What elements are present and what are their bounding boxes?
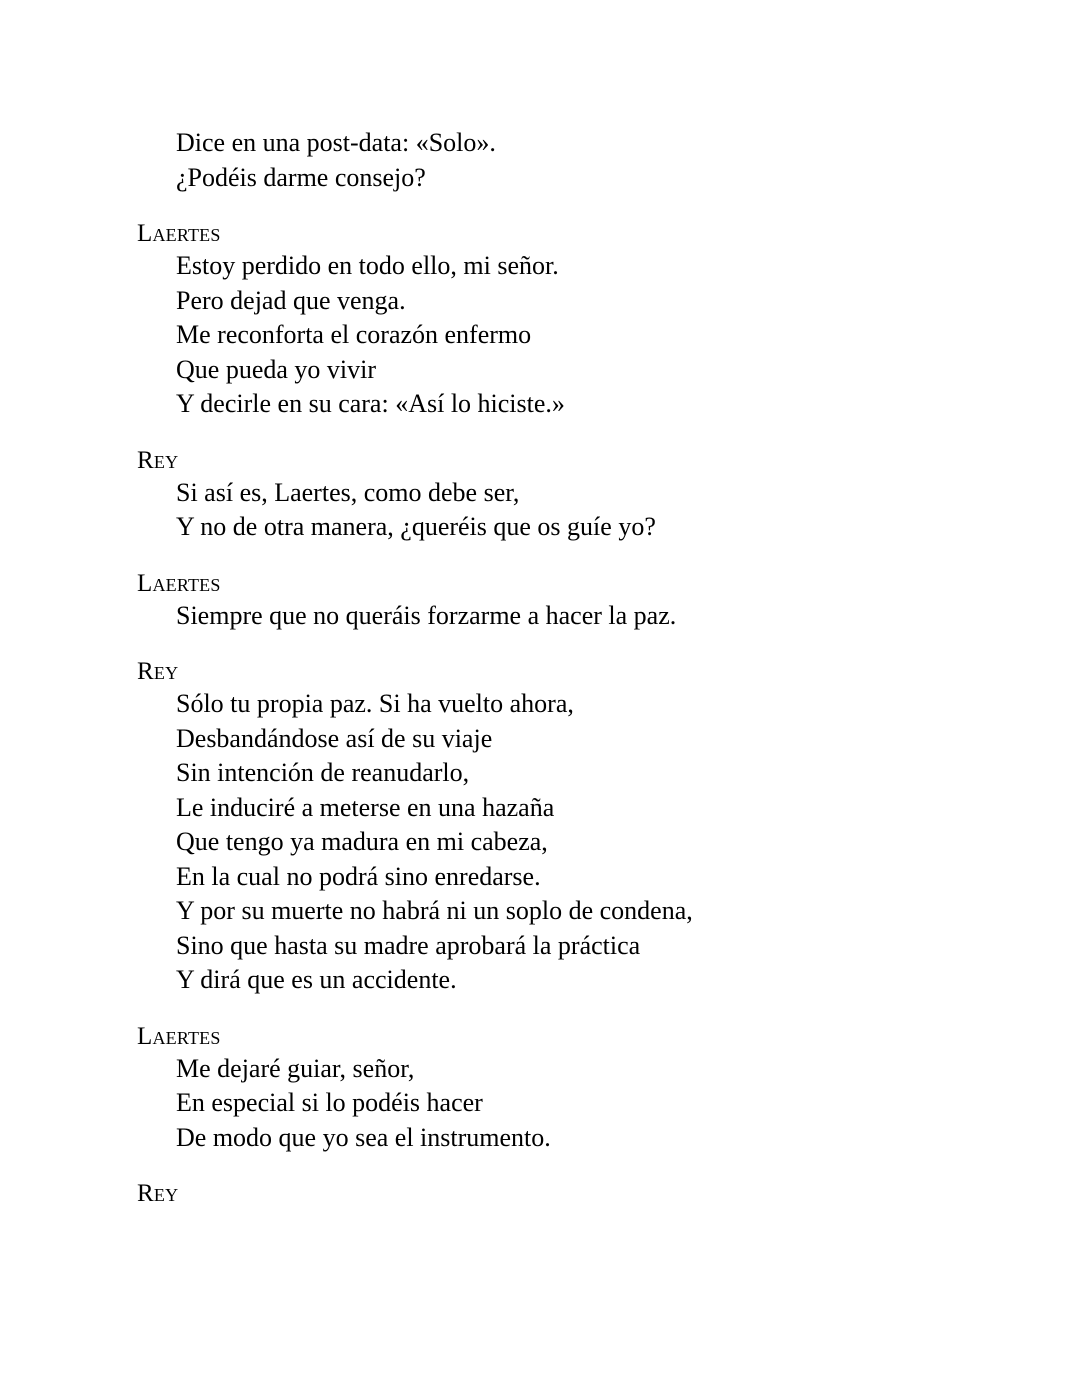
verse-line: Siempre que no queráis forzarme a hacer la paz. [176,600,677,630]
verse-line: Si así es, Laertes, como debe ser, [176,477,520,507]
verse-line: Y decirle en su cara: «Así lo hiciste.» [176,389,565,418]
verse-line: Sólo tu propia paz. Si ha vuelto ahora, [176,689,574,718]
speech-block [137,446,1037,545]
verse-line: Sino que hasta su madre aprobará la práctica [176,930,641,960]
speech-block-intro [137,126,1037,195]
verse-line: Desbandándose así de su viaje [176,723,493,753]
spacer [137,998,1037,1022]
spacer [137,1155,1037,1179]
verse-line: ¿Podéis darme consejo? [176,162,426,192]
verse-line: Y no de otra manera, ¿queréis que os guíe yo? [176,512,656,541]
spacer [137,633,1037,657]
spacer [137,545,1037,569]
verse-line: Y por su muerte no habrá ni un soplo de condena, [176,896,693,925]
verse-line: En la cual no podrá sino enredarse. [176,861,541,891]
verse-line: Me reconforta el corazón enfermo [176,320,532,349]
speaker-name: Rey [137,446,179,474]
speaker-name: Laertes [137,569,221,597]
verse-line: Sin intención de reanudarlo, [176,758,470,787]
speech-block [137,1179,1037,1209]
verse-line: Que tengo ya madura en mi cabeza, [176,827,548,856]
verse-line: De modo que yo sea el instrumento. [176,1122,551,1152]
speech-block [137,569,1037,634]
verse-line: Le induciré a meterse en una hazaña [176,792,555,822]
verse-line: Estoy perdido en todo ello, mi señor. [176,251,559,280]
speaker-name: Laertes [137,1022,221,1050]
speaker-name: Rey [137,1180,179,1207]
speech-block [137,657,1037,998]
verse-line: Pero dejad que venga. [176,285,406,315]
speech-block [137,1022,1037,1156]
speaker-name: Laertes [137,220,221,247]
play-text [137,126,1037,1209]
verse-line: Y dirá que es un accidente. [176,965,457,994]
verse-line: En especial si lo podéis hacer [176,1088,483,1117]
spacer [137,422,1037,446]
verse-line: Dice en una post-data: «Solo». [176,128,496,157]
speech-block [137,219,1037,422]
verse-line: Me dejaré guiar, señor, [176,1053,415,1083]
spacer [137,195,1037,219]
verse-line: Que pueda yo vivir [176,354,377,384]
speaker-name: Rey [137,658,179,685]
